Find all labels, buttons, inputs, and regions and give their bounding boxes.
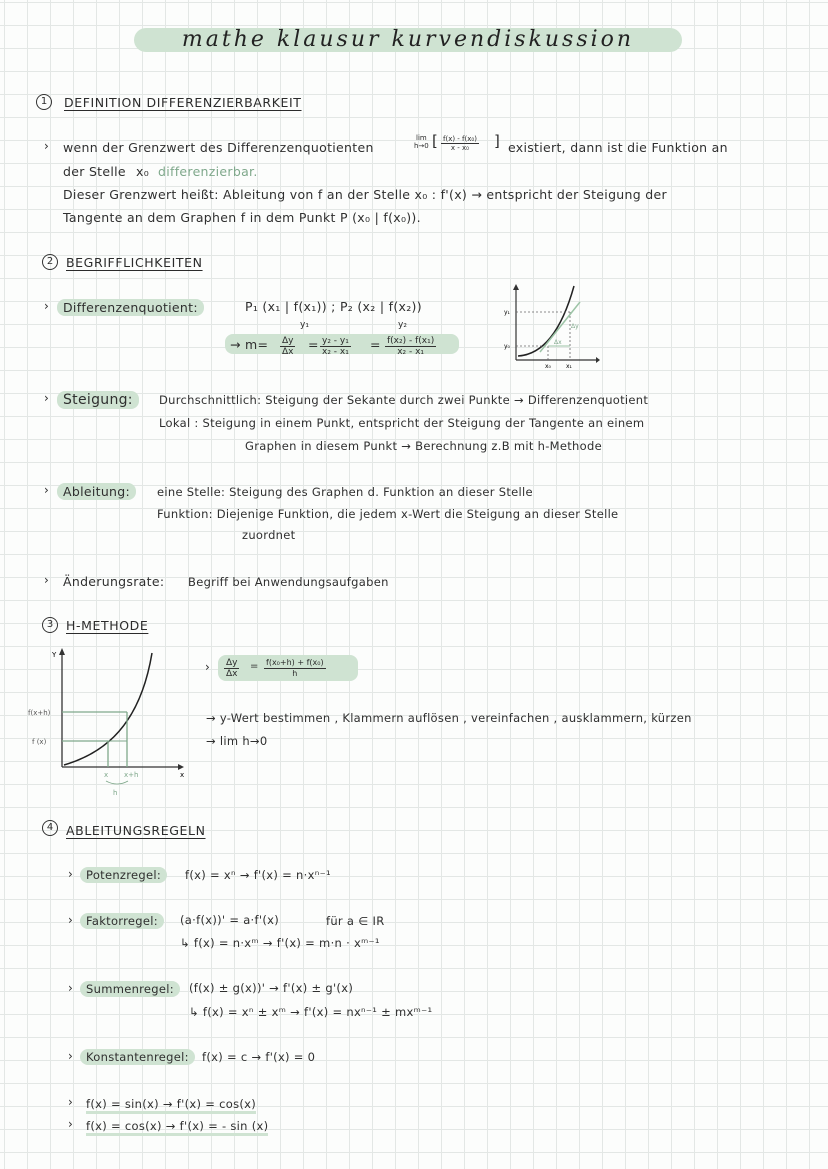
bullet-arrow-icon: › [44,573,49,587]
graph-label-fx: f (x) [32,738,47,746]
equals-sign: = [370,337,381,352]
ableitung-line-1: eine Stelle: Steigung des Graphen d. Funktion an dieser Stelle [157,485,533,499]
aenderungsrate-text: Begriff bei Anwendungsaufgaben [188,575,389,589]
secant-graph [500,282,600,372]
y-axis-arrow-icon [59,648,65,655]
limit-notation: lim h→0 [414,134,429,150]
term-ableitung: Ableitung: [57,483,136,500]
section-heading-2: BEGRIFFLICHKEITEN [66,255,203,270]
graph-label-xpos: x [104,771,109,779]
rule-faktorregel-label: Faktorregel: [80,913,164,929]
rule-summenregel-example: ↳ f(x) = xⁿ ± xᵐ → f'(x) = nxⁿ⁻¹ ± mxᵐ⁻¹ [189,1005,433,1019]
h-brace [106,781,128,784]
bullet-arrow-icon: › [68,913,73,927]
definition-line-1a: wenn der Grenzwert des Differenzenquotienten [63,140,374,155]
section-number-1: 1 [36,94,52,110]
graph-label-x: x [180,771,185,779]
rule-sin: f(x) = sin(x) → f'(x) = cos(x) [86,1097,256,1114]
graph-label-x1: x₁ [566,363,572,370]
x0-symbol: x₀ [136,164,150,179]
term-steigung: Steigung: [57,391,139,409]
y1-label: y₁ [300,320,309,330]
rule-summenregel: (f(x) ± g(x))' → f'(x) ± g'(x) [189,981,354,995]
x-axis-arrow-icon [596,357,600,363]
page-title: mathe klausur kurvendiskussion [134,28,682,52]
rule-konstantenregel-label: Konstantenregel: [80,1049,195,1065]
x-axis-arrow-icon [178,764,184,770]
definition-line-3: Dieser Grenzwert heißt: Ableitung von f an der Stelle x₀ : f'(x) → entspricht der Steigung der [63,187,667,202]
h-quotient-fraction: $\frac{\text{f(x₀+h) + f(x₀)}}{h}$ [266,658,324,678]
bullet-arrow-icon: › [68,981,73,995]
definition-line-1b: existiert, dann ist die Funktion an [508,140,728,155]
bullet-arrow-icon: › [68,1049,73,1063]
m-label: → m= [230,337,269,352]
h-method-graph [20,645,195,800]
term-aenderungsrate: Änderungsrate: [63,574,165,589]
y-diff-fraction: $\frac{\text{y₂ - y₁}}{\text{x₂ - x₁}}$ [322,336,349,357]
rule-potenzregel: f(x) = xⁿ → f'(x) = n·xⁿ⁻¹ [185,868,331,882]
bullet-arrow-icon: › [205,660,210,674]
bracket-open: [ [432,132,438,150]
y2-label: y₂ [398,320,407,330]
section-number-2: 2 [42,254,58,270]
term-differenzenquotient: Differenzenquotient: [57,299,204,316]
bullet-arrow-icon: › [68,1095,73,1109]
dq-points: P₁ (x₁ | f(x₁)) ; P₂ (x₂ | f(x₂)) [245,299,422,314]
graph-label-fxh: f(x+h) [28,709,51,717]
y-axis-arrow-icon [513,284,519,290]
f-diff-fraction: $\frac{\text{f(x₂) - f(x₁)}}{\text{x₂ - x₁}}$ [387,336,435,357]
section-heading-3: H-METHODE [66,618,149,633]
bullet-arrow-icon: › [44,391,49,405]
graph-label-x0: x₀ [545,363,551,370]
bullet-arrow-icon: › [68,1117,73,1131]
difference-quotient: $\frac{\text{f(x) - f(x₀)}}{\text{x - x₀}}$ [443,135,477,152]
equals-sign: = [250,661,259,672]
steigung-line-1: Durchschnittlich: Steigung der Sekante durch zwei Punkte → Differenzenquotient [159,393,649,407]
definition-line-2a: der Stelle [63,164,126,179]
bullet-arrow-icon: › [68,867,73,881]
dy-dx-fraction: $\frac{\Delta y}{\Delta x}$ [282,336,294,357]
rule-cos: f(x) = cos(x) → f'(x) = - sin (x) [86,1119,268,1136]
graph-label-xh: x+h [124,771,139,779]
h-dy-dx-fraction: $\frac{\Delta y}{\Delta x}$ [226,658,238,679]
steigung-line-3: Graphen in diesem Punkt → Berechnung z.B mit h-Methode [245,439,602,453]
bullet-arrow-icon: › [44,139,49,153]
graph-label-dx: Δx [554,339,562,346]
differenzierbar-term: differenzierbar. [158,164,258,179]
section-number-3: 3 [42,617,58,633]
rule-faktorregel: (a·f(x))' = a·f'(x) [180,913,280,927]
graph-label-h: h [113,789,118,797]
ableitung-line-3: zuordnet [242,528,296,542]
rule-summenregel-label: Summenregel: [80,981,180,997]
section-number-4: 4 [42,820,58,836]
h-method-step-1: → y-Wert bestimmen , Klammern auflösen , vereinfachen , ausklammern, kürzen [206,711,692,725]
h-method-step-2: → lim h→0 [206,734,268,748]
definition-line-4: Tangente an dem Graphen f in dem Punkt P (x₀ | f(x₀)). [63,210,421,225]
graph-label-y: Y [52,651,57,659]
graph-label-y0: y₀ [504,343,510,350]
steigung-line-2: Lokal : Steigung in einem Punkt, entspricht der Steigung der Tangente an einem [159,416,645,430]
rule-potenzregel-label: Potenzregel: [80,867,167,883]
equals-sign: = [308,337,319,352]
section-heading-1: DEFINITION DIFFERENZIERBARKEIT [64,95,302,110]
bullet-arrow-icon: › [44,299,49,313]
ableitung-line-2: Funktion: Diejenige Funktion, die jedem x-Wert die Steigung an dieser Stelle [157,507,619,521]
rule-konstantenregel: f(x) = c → f'(x) = 0 [202,1050,316,1064]
graph-label-dy: Δy [571,323,579,330]
graph-label-y1: y₁ [504,309,510,316]
bracket-close: ] [494,132,500,150]
rule-faktorregel-example: ↳ f(x) = n·xᵐ → f'(x) = m·n · xᵐ⁻¹ [180,936,380,950]
rule-faktorregel-condition: für a ∈ IR [326,914,385,928]
bullet-arrow-icon: › [44,483,49,497]
section-heading-4: ABLEITUNGSREGELN [66,823,206,838]
